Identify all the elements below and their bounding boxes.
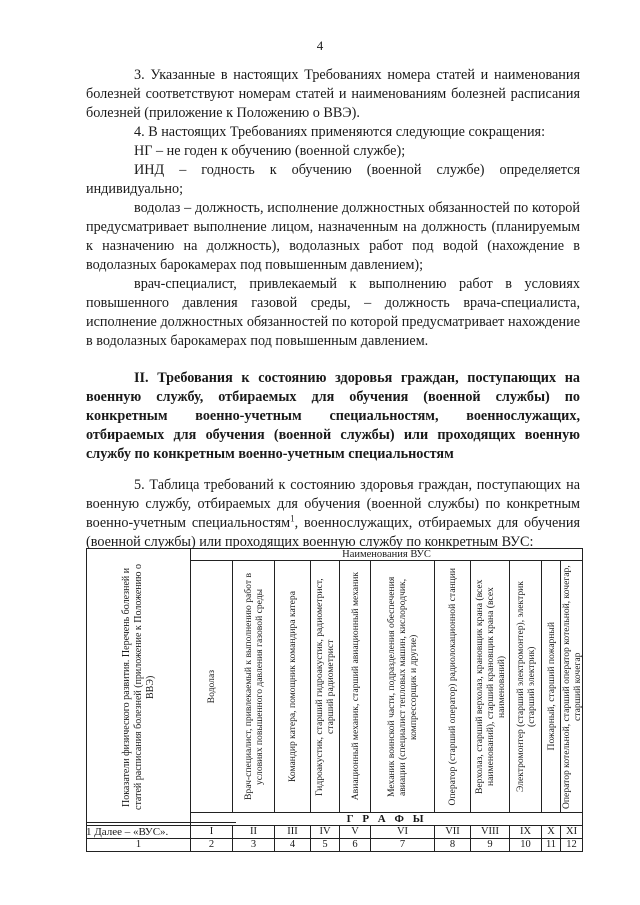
roman-cell: I	[191, 826, 233, 839]
col-header-3: Командир катера, помощник командира катера	[275, 561, 311, 813]
roman-cell: VII	[435, 826, 471, 839]
number-cell: 3	[233, 839, 275, 852]
abbr-ng: НГ – не годен к обучению (военной службе);	[134, 143, 406, 159]
first-column-header: Показатели физического развития. Перечень болезней и статей расписания болезней (приложение к Положению о ВВЭ)	[87, 549, 191, 826]
number-cell: 10	[510, 839, 542, 852]
col-header-9: Электромонтер (старший электромонтер), электрик (старший электрик)	[510, 561, 542, 813]
roman-cell: II	[233, 826, 275, 839]
roman-cell: IV	[311, 826, 340, 839]
col-header-5: Авиационный механик, старший авиационный механик	[340, 561, 371, 813]
number-cell: 6	[340, 839, 371, 852]
col-header-1: Водолаз	[191, 561, 233, 813]
roman-cell: X	[542, 826, 561, 839]
roman-cell: V	[340, 826, 371, 839]
roman-cell: III	[275, 826, 311, 839]
group-header: Наименования ВУС	[191, 549, 583, 561]
abbr-doctor: врач-специалист, привлекаемый к выполнению работ в условиях повышенного давления газовой среды, – должность врача-специалиста, исполнение должностных обязанностей по которой предусматривает нахождение в водолазных барокамерах под повышенным давлением.	[86, 276, 580, 349]
section-heading: II. Требования к состоянию здоровья граждан, поступающих на военную службу, отбираемых для обучения (военной службы) по конкретным военно-учетным специальностям, военнослужащих, отбираемых для обучения (военной службы) или проходящих военную службу по конкретным военно-учетным специальностям	[86, 370, 580, 462]
col-header-6: Механик воинской части, подразделения обеспечения авиации (специалист тепловых машин, кислородчик, компрессорщик и другие)	[371, 561, 435, 813]
number-cell: 1	[87, 839, 191, 852]
col-header-2: Врач-специалист, привлекаемый к выполнению работ в условиях повышенного давления газовой среды	[233, 561, 275, 813]
grafy-label: Г Р А Ф Ы	[191, 813, 583, 826]
number-cell: 11	[542, 839, 561, 852]
roman-cell: VI	[371, 826, 435, 839]
paragraph-5-end: , военнослужащих, отбираемых для обучения (военной службы) или проходящих военную службу по конкретным ВУС:	[86, 515, 580, 550]
number-cell: 9	[471, 839, 510, 852]
page-number: 4	[316, 38, 324, 53]
paragraph-4: 4. В настоящих Требованиях применяются следующие сокращения:	[134, 124, 546, 140]
number-cell: 7	[371, 839, 435, 852]
requirements-table	[86, 548, 583, 852]
document-body	[86, 66, 580, 552]
abbr-ind: ИНД – годность к обучению (военной службе) определяется индивидуально;	[86, 162, 580, 197]
paragraph-5	[86, 476, 580, 552]
col-header-10: Пожарный, старший пожарный	[542, 561, 561, 813]
roman-cell: XI	[561, 826, 583, 839]
footnote-mark: 1	[290, 513, 295, 524]
roman-cell: VIII	[471, 826, 510, 839]
footnote-divider	[86, 822, 236, 823]
number-cell: 12	[561, 839, 583, 852]
col-header-7: Оператор (старший оператор) радиолокационной станции	[435, 561, 471, 813]
number-cell: 5	[311, 839, 340, 852]
col-header-11: Оператор котельной, старший оператор котельной, кочегар, старший кочегар	[561, 561, 583, 813]
abbr-diver: водолаз – должность, исполнение должностных обязанностей по которой предусматривает выполнение лицом, назначенным на должность (планируемым к назначению на должность), водолазных работ под водой (нахождение в водолазных барокамерах под повышенным давлением);	[86, 200, 580, 273]
number-cell: 4	[275, 839, 311, 852]
number-cell: 2	[191, 839, 233, 852]
number-cell: 8	[435, 839, 471, 852]
footnote: 1 Далее – «ВУС».	[86, 826, 169, 838]
col-header-8: Верхолаз, старший верхолаз, крановщик крана (всех наименований), старший крановщик крана (всех наименований)	[471, 561, 510, 813]
paragraph-5-text: 5. Таблица требований к состоянию здоровья граждан, поступающих на военную службу, отбираемых для обучения (военной службы) по конкретным военно-учетным специальностям	[86, 477, 580, 531]
col-header-4: Гидроакустик, старший гидроакустик, радиометрист, старший радиометрист	[311, 561, 340, 813]
paragraph-3: 3. Указанные в настоящих Требованиях номера статей и наименования болезней соответствуют номерам статей и наименованиям болезней расписания болезней (приложение к Положению о ВВЭ).	[86, 67, 580, 121]
roman-cell: IX	[510, 826, 542, 839]
